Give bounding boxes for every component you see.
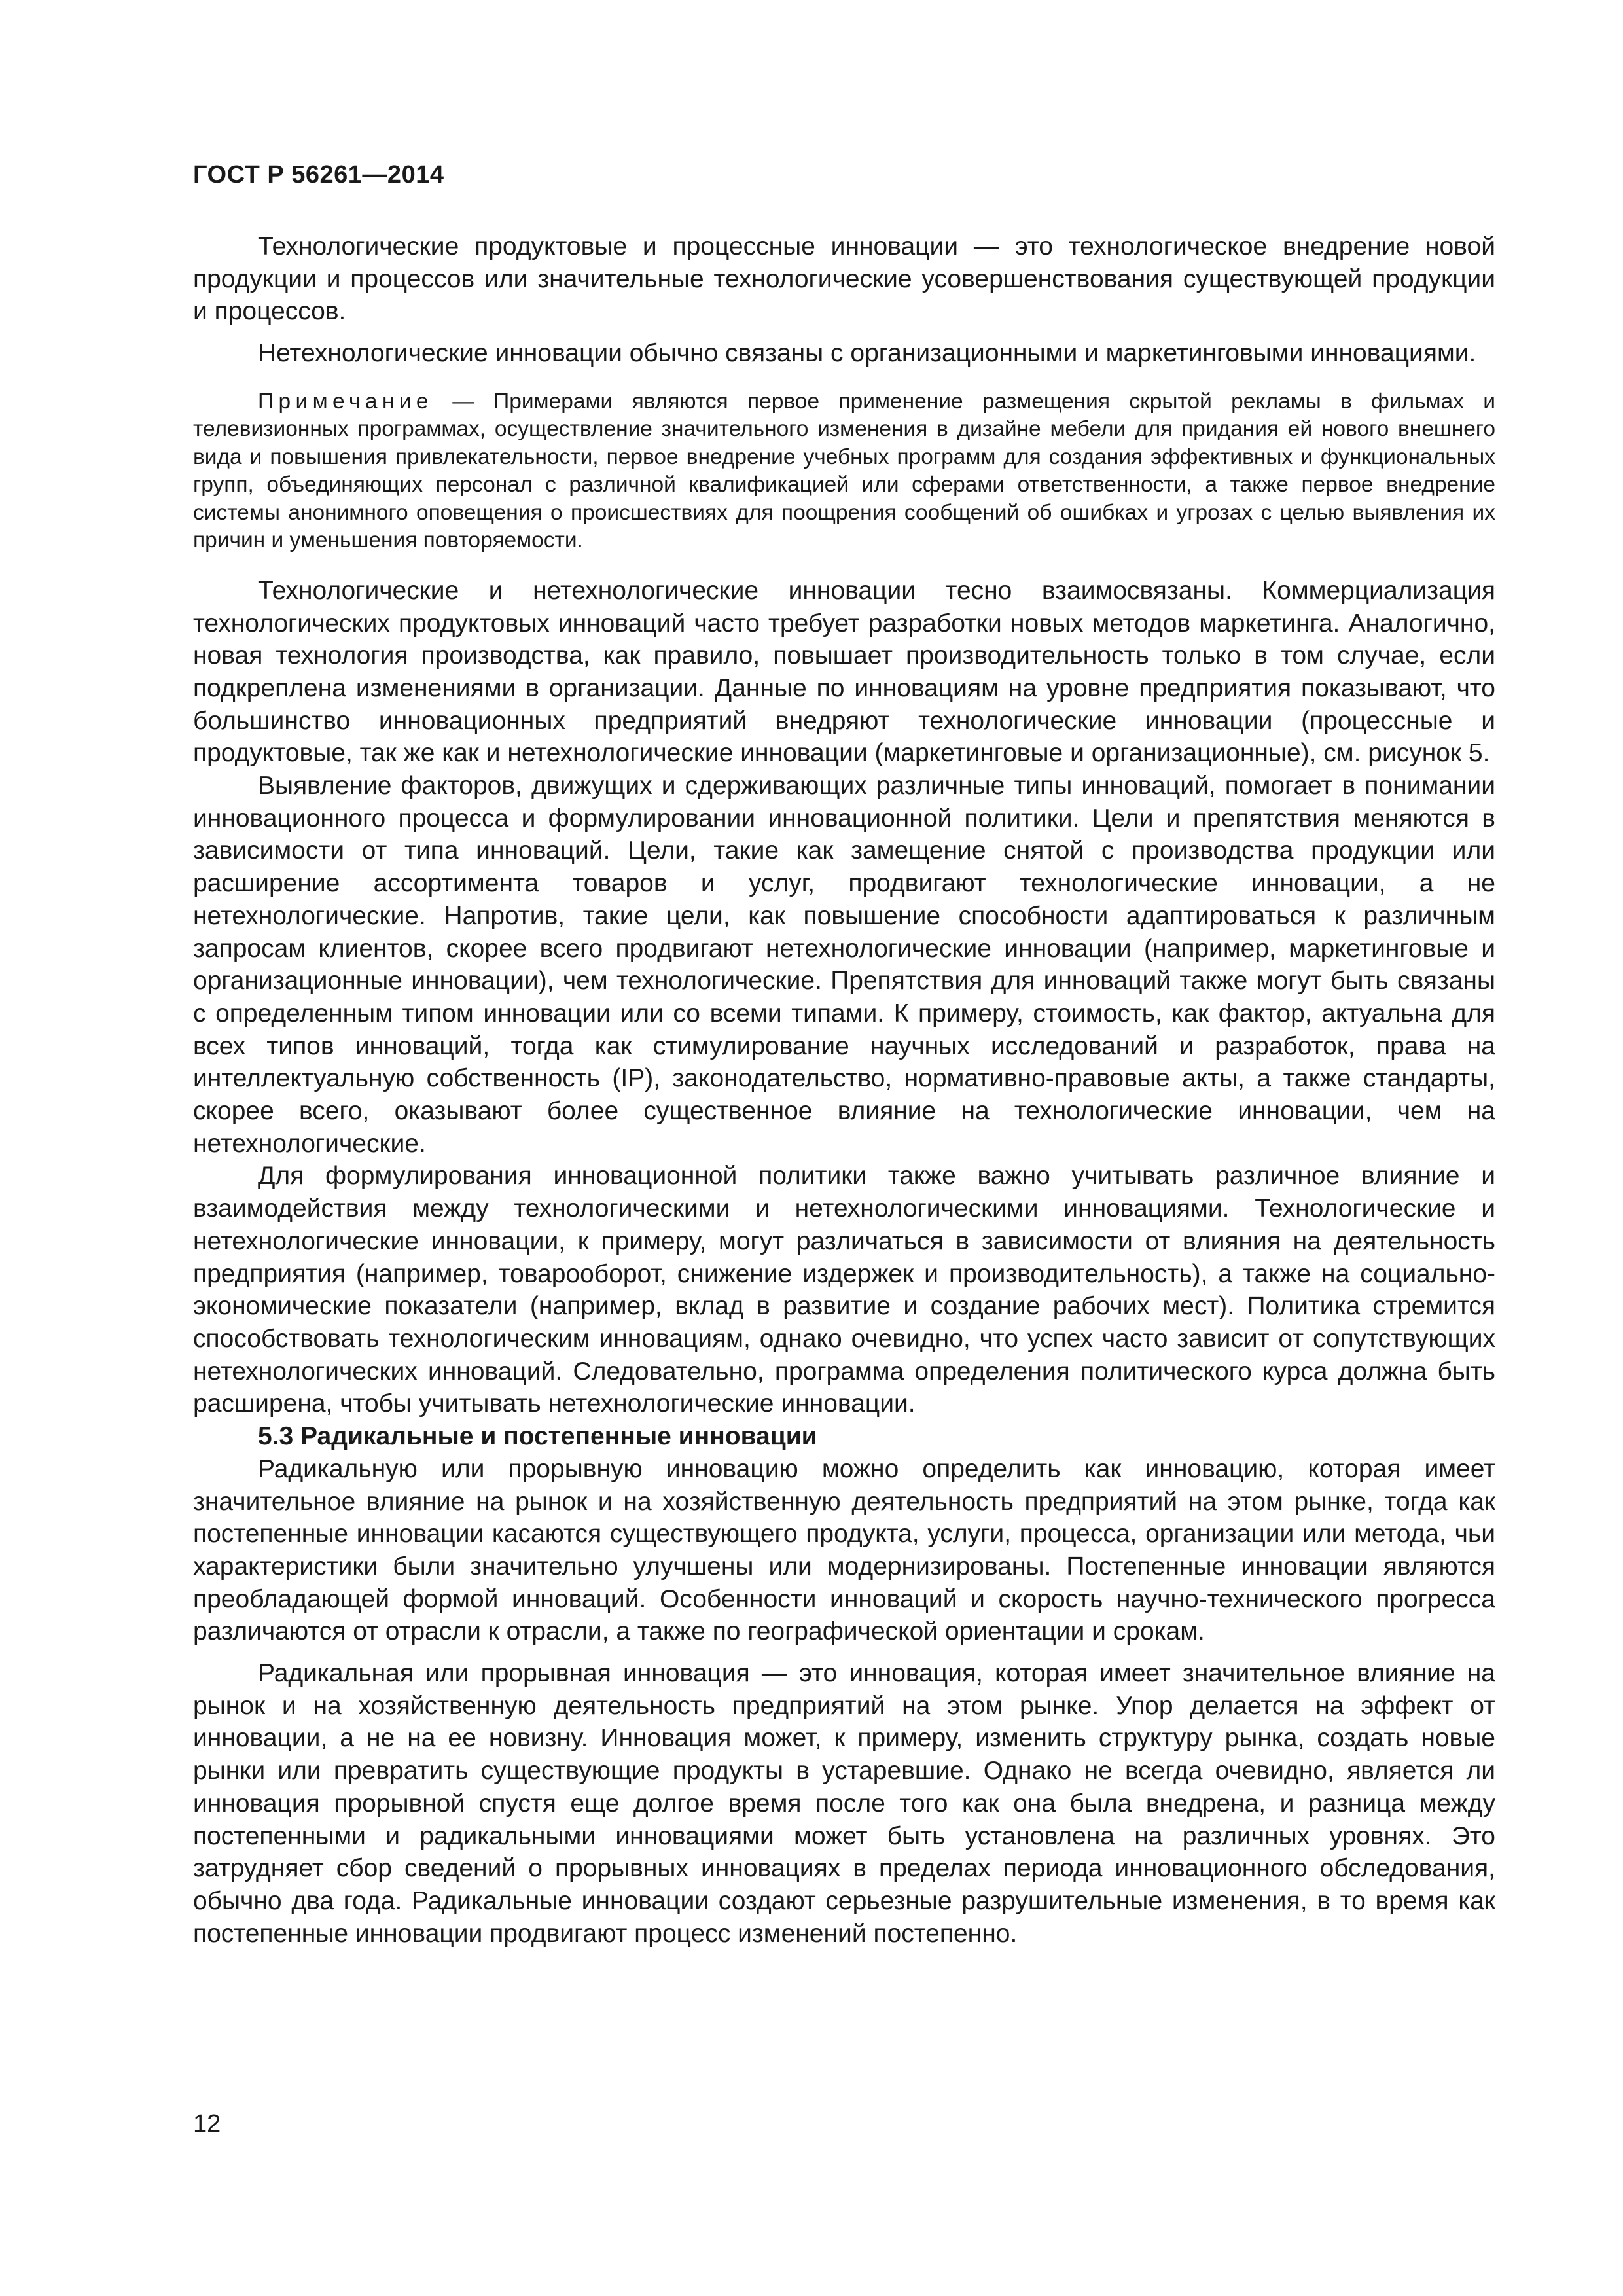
- paragraph: Нетехнологические инновации обычно связаны с организационными и маркетинговыми инновациями.: [258, 339, 1476, 368]
- section-heading: 5.3 Радикальные и постепенные инновации: [258, 1422, 817, 1451]
- paragraph: Технологические продуктовые и процессные инновации — это технологическое внедрение новой продукции и процессов или значительные технологические усовершенствования существующей продукции и процессов.: [193, 232, 1495, 326]
- paragraph: Технологические и нетехнологические инновации тесно взаимосвязаны. Коммерциализация технологических продуктовых инноваций часто требует разработки новых методов маркетинга. Аналогично, новая технология производства, как правило, повышает производительность только в том случае, если подкреплена изменениями в организации. Данные по инновациям на уровне предприятия показывают, что большинство инновационных предприятий внедряют технологические инновации (процессные и продуктовые, так же как и нетехнологические инновации (маркетинговые и организационные), см. рисунок 5.: [193, 576, 1495, 768]
- note-label: Примечание: [258, 389, 433, 414]
- paragraph: Выявление факторов, движущих и сдерживающих различные типы инноваций, помогает в понимании инновационного процесса и формулировании инновационной политики. Цели и препятствия меняются в зависимости от типа инноваций. Цели, такие как замещение снятой с производства продукции или расширение ассортимента товаров и услуг, продвигают технологические инновации, а не нетехнологические. Напротив, такие цели, как повышение способности адаптироваться к различным запросам клиентов, скорее всего продвигают нетехнологические инновации (например, маркетинговые и организационные инновации), чем технологические. Препятствия для инноваций также могут быть связаны с определенным типом инновации или со всеми типами. К примеру, стоимость, как фактор, актуальна для всех типов инноваций, тогда как стимулирование научных исследований и разработок, права на интеллектуальную собственность (IP), законодательство, нормативно-правовые акты, а также стандарты, скорее всего, оказывают более существенное влияние на технологические инновации, чем на нетехнологические.: [193, 772, 1495, 1158]
- document-header: ГОСТ Р 56261—2014: [193, 161, 444, 188]
- page-number: 12: [193, 2110, 221, 2138]
- paragraph: Радикальная или прорывная инновация — это инновация, которая имеет значительное влияние на рынок и на хозяйственную деятельность предприятий на этом рынке. Упор делается на эффект от инновации, а не на ее новизну. Инновация может, к примеру, изменить структуру рынка, создать новые рынки или превратить существующие продукты в устаревшие. Однако не всегда очевидно, является ли инновация прорывной спустя еще долгое время после того как она была внедрена, и разница между постепенными и радикальными инновациями может быть установлена на различных уровнях. Это затрудняет сбор сведений о прорывных инновациях в пределах периода инновационного обследования, обычно два года. Радикальные инновации создают серьезные разрушительные изменения, в то время как постепенные инновации продвигают процесс изменений постепенно.: [193, 1659, 1495, 1948]
- paragraph: Радикальную или прорывную инновацию можно определить как инновацию, которая имеет значительное влияние на рынок и на хозяйственную деятельность предприятий на этом рынке, тогда как постепенные инновации касаются существующего продукта, услуги, процесса, организации или метода, чьи характеристики были значительно улучшены или модернизированы. Постепенные инновации являются преобладающей формой инноваций. Особенности инноваций и скорость научно-технического прогресса различаются от отрасли к отрасли, а также по географической ориентации и срокам.: [193, 1454, 1495, 1646]
- note-block: [193, 388, 1495, 555]
- note-text: — Примерами являются первое применение размещения скрытой рекламы в фильмах и телевизионных программах, осуществление значительного изменения в дизайне мебели для придания ей нового внешнего вида и повышения привлекательности, первое внедрение учебных программ для создания эффективных и функциональных групп, объединяющих персонал с различной квалификацией или сферами ответственности, а также первое внедрение системы анонимного оповещения о происшествиях для поощрения сообщений об ошибках и угрозах с целью выявления их причин и уменьшения повторяемости.: [193, 389, 1495, 553]
- document-body: [193, 230, 1495, 1950]
- paragraph: Для формулирования инновационной политики также важно учитывать различное влияние и взаимодействия между технологическими и нетехнологическими инновациями. Технологические и нетехнологические инновации, к примеру, могут различаться в зависимости от влияния на деятельность предприятия (например, товарооборот, снижение издержек и производительность), а также на социально-экономические показатели (например, вклад в развитие и создание рабочих мест). Политика стремится способствовать технологическим инновациям, однако очевидно, что успех часто зависит от сопутствующих нетехнологических инноваций. Следовательно, программа определения политического курса должна быть расширена, чтобы учитывать нетехнологические инновации.: [193, 1162, 1495, 1418]
